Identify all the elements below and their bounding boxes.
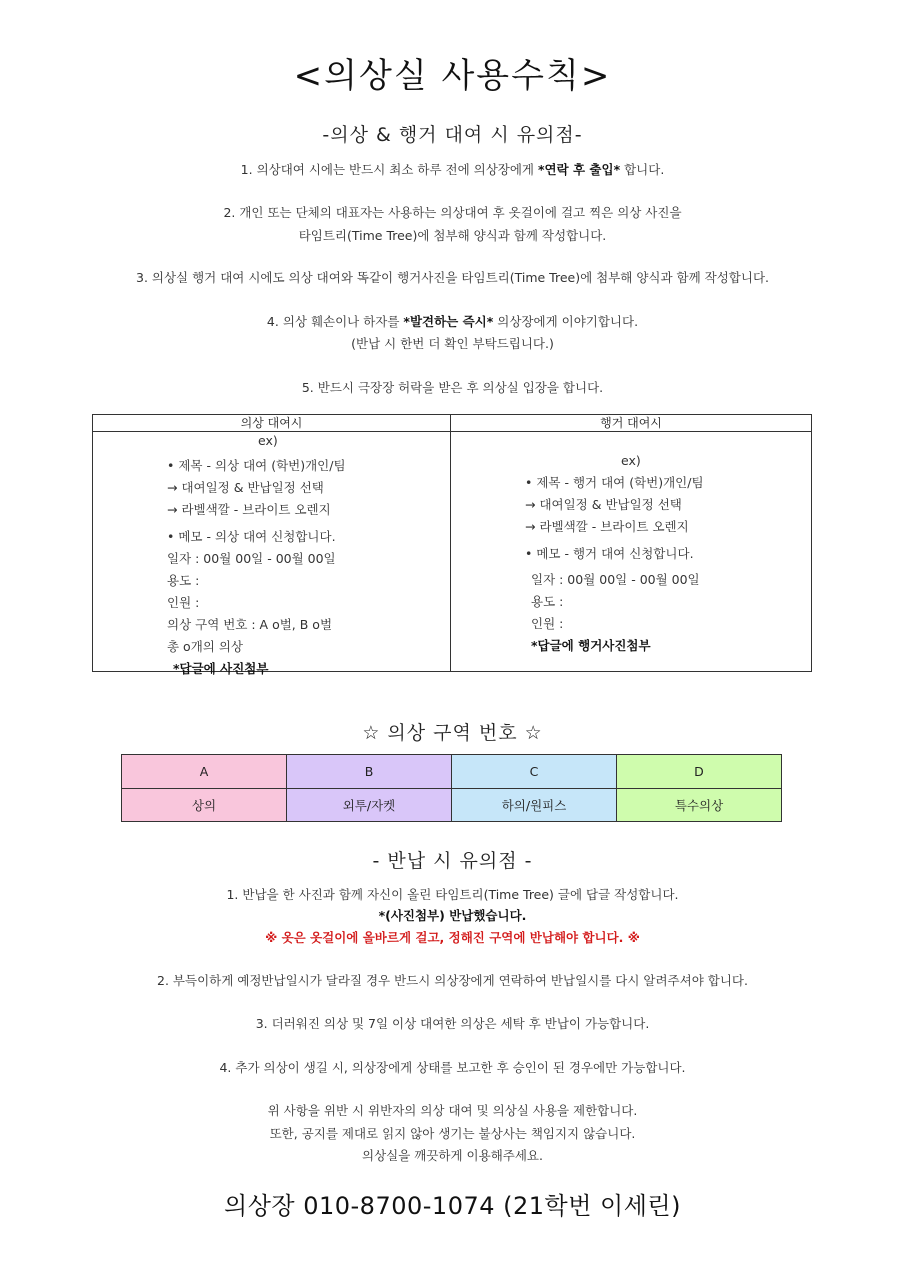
rental-rule-4-text: 4. 의상 훼손이나 하자를 (266, 314, 404, 329)
zone-column (122, 755, 287, 821)
list-item: • 제목 - 의상 대여 (학번)개인/팀 (167, 458, 346, 473)
table-divider (450, 415, 451, 671)
hanger-example (525, 472, 704, 657)
zone-label: 외투/자켓 (287, 789, 451, 822)
zone-column (452, 755, 617, 821)
return-notes-heading: - 반납 시 유의점 - (372, 850, 533, 872)
return-rule-4: 4. 추가 의상이 생길 시, 의상장에게 상태를 보고한 후 승인이 된 경우에만 가능합니다. (219, 1060, 686, 1075)
zone-column (287, 755, 452, 821)
list-item: → 라벨색깔 - 브라이트 오렌지 (167, 502, 331, 517)
rental-rule-1-emphasis: *연락 후 출입* (537, 162, 621, 177)
list-item: 용도 : (167, 573, 200, 588)
zone-code: D (617, 755, 781, 789)
list-item: → 대여일정 & 반납일정 선택 (167, 480, 324, 495)
list-item: 인원 : (167, 595, 200, 610)
contact-footer: 의상장 010-8700-1074 (21학번 이세린) (224, 1192, 681, 1220)
zone-code: A (122, 755, 286, 789)
rental-rule-1 (0, 159, 905, 181)
costume-example-label: ex) (258, 433, 278, 448)
return-rule-3: 3. 더러워진 의상 및 7일 이상 대여한 의상은 세탁 후 반납이 가능합니다. (255, 1016, 650, 1031)
rental-rule-1-end: 합니다. (620, 162, 665, 177)
list-item: • 메모 - 의상 대여 신청합니다. (167, 529, 336, 544)
rental-rule-3: 3. 의상실 행거 대여 시에도 의상 대여와 똑같이 행거사진을 타임트리(Time Tree)에 첨부해 양식과 함께 작성합니다. (136, 270, 769, 285)
zone-label: 상의 (122, 789, 286, 822)
list-item: 용도 : (531, 594, 564, 609)
zone-code: B (287, 755, 451, 789)
rental-rule-2-line-1: 2. 개인 또는 단체의 대표자는 사용하는 의상대여 후 옷걸이에 걸고 찍은 의상 사진을 (223, 205, 682, 220)
rental-rule-2-line-2: 타임트리(Time Tree)에 첨부해 양식과 함께 작성합니다. (298, 228, 607, 243)
list-item: → 라벨색깔 - 브라이트 오렌지 (525, 519, 689, 534)
rental-rule-1-text: 1. 의상대여 시에는 반드시 최소 하루 전에 의상장에게 (240, 162, 538, 177)
return-rule-1: 1. 반납을 한 사진과 함께 자신이 올린 타임트리(Time Tree) 글에 답글 작성합니다. (226, 887, 679, 902)
costume-example (167, 455, 346, 680)
hanger-rental-header: 행거 대여시 (451, 415, 811, 432)
rental-rule-5: 5. 반드시 극장장 허락을 받은 후 의상실 입장을 합니다. (301, 380, 604, 395)
closing-line-3: 의상실을 깨끗하게 이용해주세요. (362, 1148, 543, 1163)
rental-notes-heading: -의상 & 행거 대여 시 유의점- (322, 124, 583, 146)
zone-table (121, 754, 782, 822)
costume-photo-note: *답글에 사진첨부 (173, 661, 269, 676)
closing-line-1: 위 사항을 위반 시 위반자의 의상 대여 및 의상실 사용을 제한합니다. (267, 1103, 638, 1118)
return-rule-1-example: *(사진첨부) 반납했습니다. (378, 908, 527, 923)
list-item: 일자 : 00월 00일 - 00월 00일 (167, 551, 336, 566)
page-title: <의상실 사용수칙> (293, 56, 612, 96)
list-item: 의상 구역 번호 : A o벌, B o벌 (167, 617, 333, 632)
list-item: • 제목 - 행거 대여 (학번)개인/팀 (525, 475, 704, 490)
hanger-photo-note: *답글에 행거사진첨부 (531, 638, 651, 653)
list-item: 일자 : 00월 00일 - 00월 00일 (531, 572, 700, 587)
zone-code: C (452, 755, 616, 789)
zone-heading: ☆ 의상 구역 번호 ☆ (362, 722, 543, 744)
return-rule-2: 2. 부득이하게 예정반납일시가 달라질 경우 반드시 의상장에게 연락하여 반납일시를 다시 알려주셔야 합니다. (157, 973, 748, 988)
closing-line-2: 또한, 공지를 제대로 읽지 않아 생기는 불상사는 책임지지 않습니다. (269, 1126, 636, 1141)
rental-rule-4-end: 의상장에게 이야기합니다. (493, 314, 639, 329)
rental-rule-4-note: (반납 시 한번 더 확인 부탁드립니다.) (351, 336, 554, 351)
list-item: 인원 : (531, 616, 564, 631)
list-item: 총 o개의 의상 (167, 639, 243, 654)
return-warning: ※ 옷은 옷걸이에 올바르게 걸고, 정해진 구역에 반납해야 합니다. ※ (265, 930, 640, 945)
rental-rule-4 (0, 311, 905, 333)
rental-form-table (92, 414, 812, 676)
costume-rental-header: 의상 대여시 (93, 415, 450, 432)
zone-column (617, 755, 781, 821)
hanger-example-label: ex) (621, 453, 641, 468)
list-item: • 메모 - 행거 대여 신청합니다. (525, 546, 694, 561)
rental-rule-4-emphasis: *발견하는 즉시* (403, 314, 494, 329)
list-item: → 대여일정 & 반납일정 선택 (525, 497, 682, 512)
zone-label: 특수의상 (617, 789, 781, 822)
zone-label: 하의/원피스 (452, 789, 616, 822)
